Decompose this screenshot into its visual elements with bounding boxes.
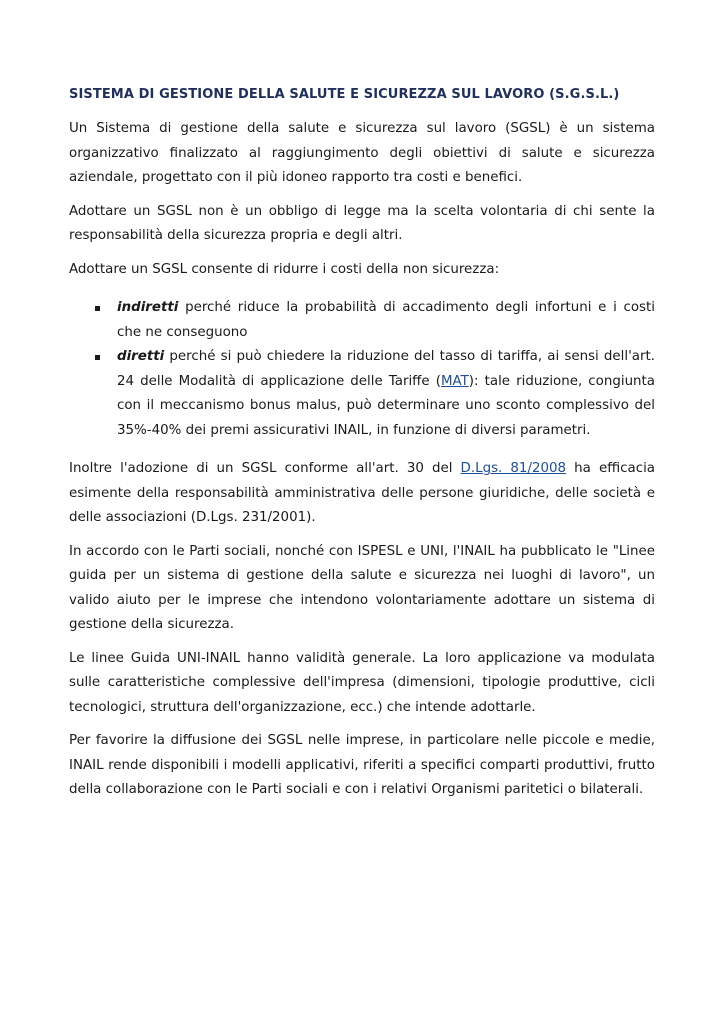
paragraph-diffusion: Per favorire la diffusione dei SGSL nelle imprese, in particolare nelle piccole e medie, INAIL rende disponibili i modelli applicativi, riferiti a specifici comparti produttivi, frutto della collaborazione con le Parti sociali e con i relativi Organismi paritetici o bilaterali. [69,733,655,797]
list-item-text: perché si può chiedere la riduzione del tasso di tariffa, ai sensi dell'art. 24 delle Modalità di applicazione delle Tariffe ( [117,349,655,389]
paragraph-uni-inail: Le linee Guida UNI-INAIL hanno validità generale. La loro applicazione va modulata sulle caratteristiche complessive dell'impresa (dimensioni, tipologie produttive, cicli tecnologici, struttura dell'organizzazione, ecc.) che intende adottarle. [69,650,655,715]
cost-list [69,296,655,443]
term-diretti: diretti [117,349,165,364]
term-indiretti: indiretti [117,300,179,315]
paragraph-text: Inoltre l'adozione di un SGSL conforme all'art. 30 del [69,461,461,476]
square-bullet-icon [95,355,100,360]
paragraph-guidelines: In accordo con le Parti sociali, nonché con ISPESL e UNI, l'INAIL ha pubblicato le "Linee guida per un sistema di gestione della salute e sicurezza nei luoghi di lavoro", un valido aiuto per le imprese che intendono volontariamente adottare un sistema di gestione della sicurezza. [69,543,655,632]
paragraph-voluntary: Adottare un SGSL non è un obbligo di legge ma la scelta volontaria di chi sente la responsabilità della sicurezza propria e degli altri. [69,203,655,243]
paragraph-definition: Un Sistema di gestione della salute e sicurezza sul lavoro (SGSL) è un sistema organizzativo finalizzato al raggiungimento degli obiettivi di salute e sicurezza aziendale, progettato con il più idoneo rapporto tra costi e benefici. [69,121,655,185]
list-item-text: perché riduce la probabilità di accadimento degli infortuni e i costi che ne conseguono [117,300,655,340]
square-bullet-icon [95,306,100,311]
document-page [69,85,655,812]
document-title: SISTEMA DI GESTIONE DELLA SALUTE E SICUREZZA SUL LAVORO (S.G.S.L.) [69,87,620,102]
list-item-text-after: ): tale riduzione, congiunta con il meccanismo bonus malus, può determinare uno sconto complessivo del 35%-40% dei premi assicurativi INAIL, in funzione di diversi parametri. [117,373,656,438]
paragraph-text-after: ha efficacia esimente della responsabilità amministrativa delle persone giuridiche, delle società e delle associazioni (D.Lgs. 231/2001). [69,461,655,525]
list-item-direct [69,345,655,443]
mat-link[interactable]: MAT [440,373,469,389]
dlgs-81-2008-link[interactable]: D.Lgs. 81/2008 [460,461,567,476]
paragraph-costs-intro: Adottare un SGSL consente di ridurre i costi della non sicurezza: [69,261,500,277]
list-item-indirect [69,296,655,345]
paragraph-dlgs [69,457,655,531]
